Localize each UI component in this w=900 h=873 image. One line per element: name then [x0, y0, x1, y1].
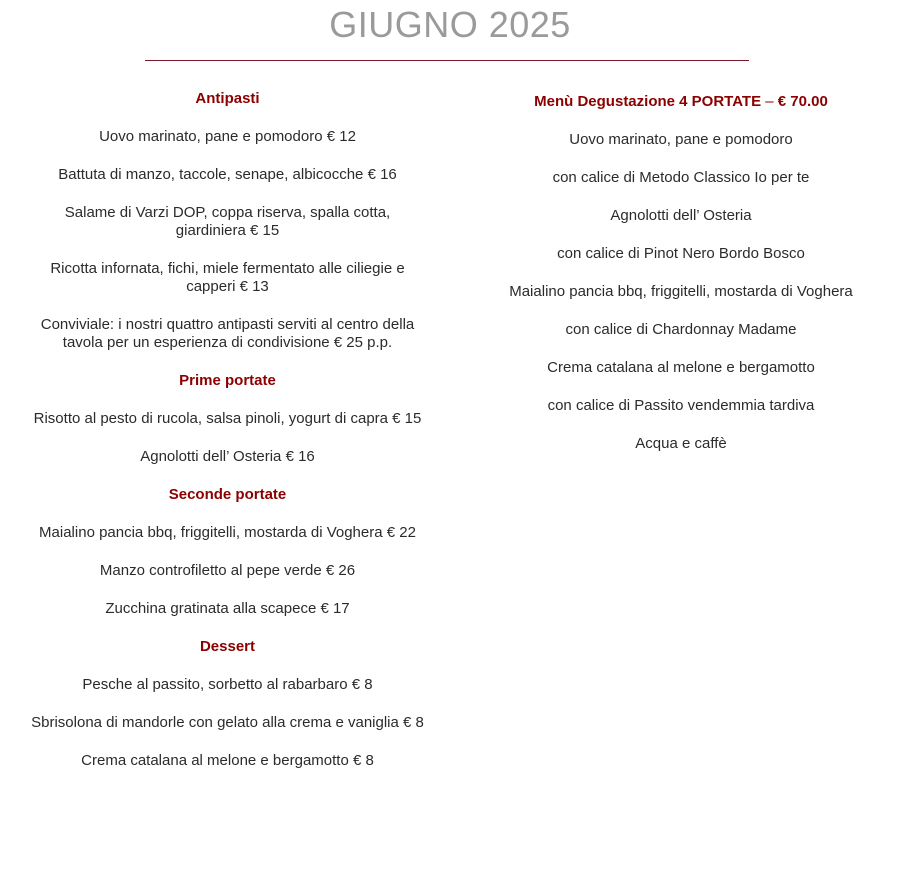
menu-item: Salame di Varzi DOP, coppa riserva, spalla cotta, giardiniera € 15 [64, 204, 391, 239]
menu-item: Zucchina gratinata alla scapece € 17 [105, 600, 350, 617]
wine-pairing: con calice di Passito vendemmia tardiva [547, 397, 815, 414]
section-heading: Antipasti [195, 90, 260, 107]
tasting-menu-name: Menù Degustazione 4 PORTATE [534, 93, 762, 110]
section-prime-portate [20, 372, 435, 466]
menu-item: Uovo marinato, pane e pomodoro € 12 [99, 128, 356, 145]
section-heading: Prime portate [179, 372, 276, 389]
menu-item: Sbrisolona di mandorle con gelato alla crema e vaniglia € 8 [31, 714, 424, 731]
page-title: GIUGNO 2025 [329, 4, 571, 45]
wine-pairing: con calice di Pinot Nero Bordo Bosco [557, 245, 805, 262]
tasting-course: Agnolotti dell’ Osteria [610, 207, 752, 224]
section-dessert [20, 638, 435, 770]
section-heading: Seconde portate [168, 486, 287, 503]
wine-pairing: con calice di Metodo Classico Io per te [552, 169, 810, 186]
wine-pairing: con calice di Chardonnay Madame [565, 321, 797, 338]
menu-item: Ricotta infornata, fichi, miele fermentato alle ciliegie e capperi € 13 [50, 260, 405, 295]
section-heading: Dessert [199, 638, 256, 655]
title-divider [145, 60, 749, 61]
tasting-course: Crema catalana al melone e bergamotto [547, 359, 815, 376]
menu-item: Risotto al pesto di rucola, salsa pinoli, yogurt di capra € 15 [33, 410, 422, 427]
tasting-menu [495, 93, 867, 473]
menu-item: Agnolotti dell’ Osteria € 16 [140, 448, 315, 465]
tasting-course: Maialino pancia bbq, friggitelli, mostarda di Voghera [509, 283, 853, 300]
section-antipasti [20, 90, 435, 352]
section-seconde-portate [20, 486, 435, 618]
menu-item: Pesche al passito, sorbetto al rabarbaro € 8 [82, 676, 373, 693]
menu-item: Maialino pancia bbq, friggitelli, mostarda di Voghera € 22 [39, 524, 416, 541]
menu-item: Battuta di manzo, taccole, senape, albicocche € 16 [58, 166, 397, 183]
tasting-menu-price: € 70.00 [777, 93, 828, 110]
menu-item: Crema catalana al melone e bergamotto € 8 [81, 752, 374, 769]
menu-item: Conviviale: i nostri quattro antipasti serviti al centro della tavola per un esperienza di condivisione € 25 p.p. [40, 316, 415, 351]
menu-item: Manzo controfiletto al pepe verde € 26 [99, 562, 356, 579]
tasting-menu-separator: – [761, 93, 778, 110]
tasting-course: Uovo marinato, pane e pomodoro [569, 131, 793, 148]
tasting-extras: Acqua e caffè [635, 435, 727, 452]
tasting-menu-heading [495, 93, 867, 111]
a-la-carte-menu [20, 90, 435, 790]
